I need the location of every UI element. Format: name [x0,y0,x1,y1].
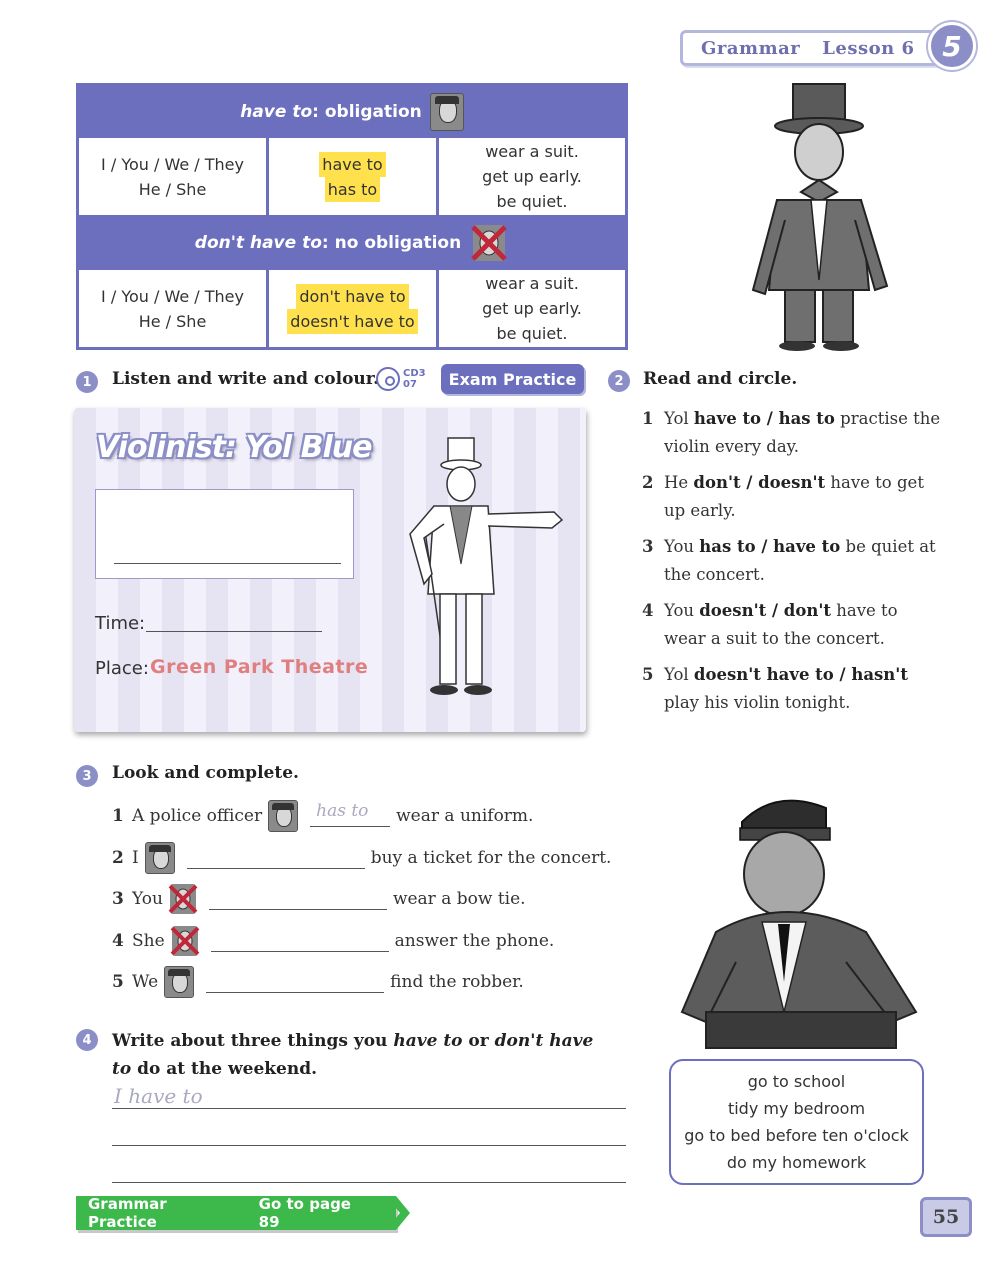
grammar-practice-label: Grammar Practice [88,1195,167,1231]
verb-have-to: have to [319,152,385,177]
circle-options[interactable]: have to / has to [693,409,835,428]
item-pre: Yol [664,409,694,428]
lesson-label: Lesson 6 [822,37,915,59]
obligation-face-icon [268,800,298,832]
exercise-2-item-5 [642,661,942,717]
violinist-illustration [404,434,568,704]
no-obligation-face-icon [169,925,201,957]
item-subject: You [132,889,163,909]
circle-options[interactable]: don't / doesn't [693,473,826,492]
item-number: 5 [642,665,654,684]
title-part-1: Write about three things you [112,1031,394,1051]
answer-blank[interactable] [206,971,384,993]
verb-dont-have-to: don't have to [296,284,408,309]
cd-number: CD3 [403,368,426,379]
exercise-2-number: 2 [608,370,630,392]
subject-plural: I / You / We / They [101,286,244,306]
item-post: play his violin tonight. [664,693,851,712]
item-number: 4 [642,601,654,620]
item-pre: You [664,601,700,620]
gentleman-illustration [745,80,905,352]
title-part-4: don't have to [112,1031,594,1079]
poster-write-box[interactable] [95,489,354,579]
answer-blank[interactable] [211,930,389,952]
item-end: buy a ticket for the concert. [370,848,612,868]
exercise-2-item-4 [642,597,942,653]
obligation-keyword: have to [240,102,313,122]
poster-title: Violinist: Yol Blue [96,430,372,465]
exercise-3-item-3 [112,882,526,916]
crossed-face-icon [469,223,509,263]
item-post: practise the violin every day. [664,409,941,456]
ending-1: wear a suit. [485,142,579,161]
circle-options[interactable]: doesn't / don't [699,601,831,620]
verb-has-to: has to [325,177,380,202]
ending-3: be quiet. [496,324,568,343]
title-part-2: have to [393,1031,463,1051]
ending-2: get up early. [482,167,582,186]
subject-singular: He / She [138,179,207,199]
exercise-3-item-1 [112,799,533,833]
item-end: find the robber. [390,972,524,992]
word-box-item: go to school [747,1072,846,1091]
no-obligation-face-icon [167,883,199,915]
no-obligation-keyword: don't have to [194,232,322,253]
obligation-verbs-cell [269,138,439,215]
item-end: wear a uniform. [396,806,534,826]
section-label: Grammar [701,37,801,59]
exercise-1-number: 1 [76,371,98,393]
item-end: wear a bow tie. [392,889,526,909]
writing-line-1[interactable] [112,1108,626,1109]
title-part-3: or [462,1031,495,1051]
goto-page-label: Go to page 89 [258,1195,351,1231]
item-subject: She [132,931,165,951]
writing-line-3[interactable] [112,1182,626,1183]
page-number: 55 [920,1197,972,1237]
cd-icon [376,367,400,391]
item-number: 1 [112,806,124,826]
item-number: 3 [642,537,654,556]
obligation-header-rest: : obligation [312,102,422,122]
exercise-3-item-4 [112,924,554,958]
exercise-4-number: 4 [76,1029,98,1051]
exercise-4-title [112,1027,612,1083]
exam-practice-badge: Exam Practice [441,364,584,394]
no-obligation-header-rest: : no obligation [321,232,462,253]
title-part-5: do at the weekend. [131,1059,318,1079]
ending-1: wear a suit. [485,274,579,293]
unit-number-badge: 5 [928,22,976,70]
item-number: 3 [112,889,124,909]
no-obligation-verbs-cell [269,270,439,347]
item-number: 2 [112,848,124,868]
word-box [669,1059,924,1185]
obligation-subjects-cell [79,138,269,215]
word-box-item: do my homework [726,1153,867,1172]
exercise-4-example: I have to [114,1084,203,1108]
item-pre: He [664,473,694,492]
obligation-row [79,138,625,218]
time-input-line[interactable] [146,631,322,632]
no-obligation-subjects-cell [79,270,269,347]
item-subject: We [132,972,159,992]
example-answer: has to [316,801,369,821]
item-end: answer the phone. [394,931,555,951]
obligation-face-icon [164,966,194,998]
exercise-2-item-2 [642,469,942,525]
obligation-header [79,86,625,138]
place-value: Green Park Theatre [150,656,369,678]
answer-blank[interactable] [187,847,365,869]
verb-doesnt-have-to: doesn't have to [287,309,417,334]
circle-options[interactable]: has to / have to [699,537,841,556]
exercise-2-title: Read and circle. [643,369,798,389]
ending-3: be quiet. [496,192,568,211]
exercise-3-number: 3 [76,765,98,787]
police-officer-illustration [676,782,926,1050]
exercise-3-item-5 [112,965,524,999]
item-post: have to wear a suit to the concert. [664,601,898,648]
writing-line-2[interactable] [112,1145,626,1146]
item-number: 4 [112,931,124,951]
chevron-right-icon [386,1196,410,1230]
item-number: 1 [642,409,654,428]
ending-2: get up early. [482,299,582,318]
item-pre: You [664,537,700,556]
cd-track-label [403,368,426,390]
answer-blank[interactable] [209,888,387,910]
no-obligation-row [79,267,625,347]
exercise-2-item-3 [642,533,942,589]
item-pre: Yol [664,665,694,684]
track-number: 07 [403,379,417,390]
grammar-table [76,83,628,350]
word-box-item: go to bed before ten o'clock [684,1126,909,1145]
serious-face-icon [430,93,464,131]
exercise-2-item-1 [642,405,942,461]
item-post: have to get up early. [664,473,924,520]
obligation-face-icon [145,842,175,874]
obligation-endings-cell [439,138,625,215]
cd-track[interactable] [376,367,426,391]
exercise-3-item-2 [112,841,611,875]
item-number: 5 [112,972,124,992]
lesson-header-tab [680,30,950,66]
item-subject: I [132,848,139,868]
exercise-3-title: Look and complete. [112,763,299,783]
subject-singular: He / She [138,311,207,331]
circle-options[interactable]: doesn't have to / hasn't [693,665,908,684]
item-post: be quiet at the concert. [664,537,936,584]
grammar-practice-link[interactable] [76,1196,396,1230]
exercise-2-list [642,405,942,725]
subject-plural: I / You / We / They [101,154,244,174]
no-obligation-header [79,218,625,267]
place-label: Place: [95,658,149,679]
item-subject: A police officer [132,806,263,826]
answer-blank[interactable] [310,801,390,827]
time-label: Time: [95,613,146,634]
word-box-item: tidy my bedroom [727,1099,866,1118]
no-obligation-endings-cell [439,270,625,347]
item-number: 2 [642,473,654,492]
exercise-1-title: Listen and write and colour. [112,369,380,389]
